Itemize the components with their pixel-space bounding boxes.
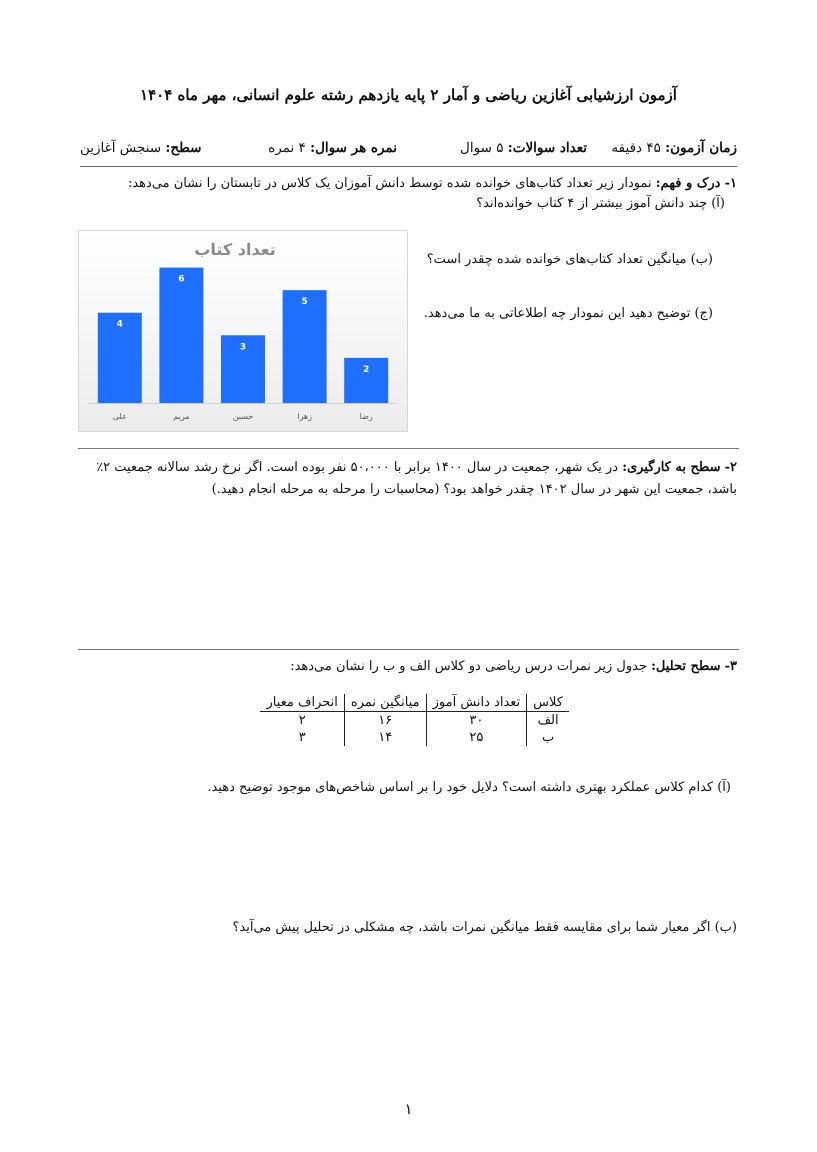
chart-category-label: مریم: [173, 412, 190, 421]
table-cell: ۱۴: [344, 729, 426, 746]
question-1-text: نمودار زیر تعداد کتاب‌های خوانده شده توسط دانش آموزان یک کلاس در تابستان را نشان می‌دهد:: [127, 176, 652, 191]
question-3-text: جدول زیر نمرات درس ریاضی دو کلاس الف و ب را نشان می‌دهد:: [290, 659, 647, 674]
question-2: [76, 458, 737, 478]
chart-category-label: رضا: [359, 412, 373, 421]
table-cell: ۳۰: [426, 712, 527, 730]
question-score-value: ۴ نمره: [268, 140, 306, 156]
question-2-line1: در یک شهر، جمعیت در سال ۱۴۰۰ برابر با ۵۰،۰۰۰ نفر بوده است. اگر نرخ رشد سالانه جمعیت ۲٪: [96, 460, 619, 475]
chart-data-label: 6: [178, 274, 185, 285]
chart-title: تعداد کتاب: [194, 240, 276, 259]
divider-2: [78, 649, 739, 650]
table-header: میانگین نمره: [344, 694, 426, 712]
exam-level: [80, 140, 201, 156]
question-2-number: ۲-: [724, 460, 737, 475]
grades-table: [260, 694, 569, 746]
chart-data-label: 3: [239, 342, 247, 353]
table-cell: الف: [537, 713, 559, 728]
table-header: انحراف معیار: [260, 694, 344, 712]
exam-time-value: ۴۵ دقیقه: [611, 140, 661, 156]
exam-time-label: زمان آزمون:: [665, 140, 737, 156]
question-count-label: تعداد سوالات:: [507, 140, 587, 156]
question-2-line2: باشد، جمعیت این شهر در سال ۱۴۰۲ چقدر خواهد بود؟ (محاسبات را مرحله به مرحله انجام دهید.): [211, 482, 737, 497]
chart-category-label: حسین: [232, 412, 254, 421]
page-number: ۱: [404, 1100, 413, 1118]
question-3b: (ب) اگر معیار شما برای مقایسه فقط میانگین نمرات باشد، چه مشکلی در تحلیل پیش می‌آید؟: [232, 920, 737, 935]
question-1-heading: درک و فهم:: [655, 176, 721, 191]
table-header-row: [260, 694, 569, 712]
chart-data-label: 5: [301, 297, 308, 308]
question-3-heading: سطح تحلیل:: [651, 659, 721, 674]
table-header: تعداد دانش آموز: [426, 694, 527, 712]
books-bar-chart: [78, 230, 408, 432]
question-2-heading: سطح به کارگیری:: [622, 460, 721, 475]
question-1c: (ج) توضیح دهید این نمودار چه اطلاعاتی به ما می‌دهد.: [423, 306, 713, 321]
question-score-label: نمره هر سوال:: [310, 140, 397, 156]
table-cell: ب: [541, 730, 555, 745]
exam-time: [611, 140, 737, 156]
table-header: کلاس: [527, 694, 569, 712]
chart-bar: [159, 268, 203, 403]
exam-level-value: سنجش آغازین: [80, 140, 162, 156]
table-cell: ۱۶: [344, 712, 426, 730]
question-score: [268, 140, 397, 156]
question-3-number: ۳-: [724, 659, 737, 674]
question-1-number: ۱-: [724, 176, 737, 191]
chart-data-label: 4: [116, 319, 123, 330]
question-count-value: ۵ سوال: [460, 140, 504, 156]
divider-1: [78, 448, 739, 449]
chart-category-label: زهرا: [297, 412, 312, 421]
table-row: [260, 712, 569, 730]
exam-meta: [80, 140, 737, 167]
question-3a: (آ) کدام کلاس عملکرد بهتری داشته است؟ دلایل خود را بر اساس شاخص‌های موجود توضیح دهید.: [207, 780, 731, 795]
exam-level-label: سطح:: [165, 140, 202, 156]
question-1: [80, 174, 737, 194]
question-1b: (ب) میانگین تعداد کتاب‌های خوانده شده چقدر است؟: [426, 252, 713, 267]
question-1a: (آ) چند دانش آموز بیشتر از ۴ کتاب خوانده‌اند؟: [476, 196, 725, 211]
chart-svg: [79, 231, 407, 431]
table-cell: ۲۵: [426, 729, 527, 746]
chart-data-label: 2: [363, 364, 370, 375]
question-3: [80, 657, 737, 677]
table-row: [260, 729, 569, 746]
chart-category-label: علی: [112, 412, 127, 421]
table-cell: ۳: [260, 729, 344, 746]
question-count: [460, 140, 587, 156]
table-cell: ۲: [260, 712, 344, 730]
exam-title: آزمون ارزشیابی آغازین ریاضی و آمار ۲ پایه یازدهم رشته علوم انسانی، مهر ماه ۱۴۰۴: [140, 86, 677, 104]
